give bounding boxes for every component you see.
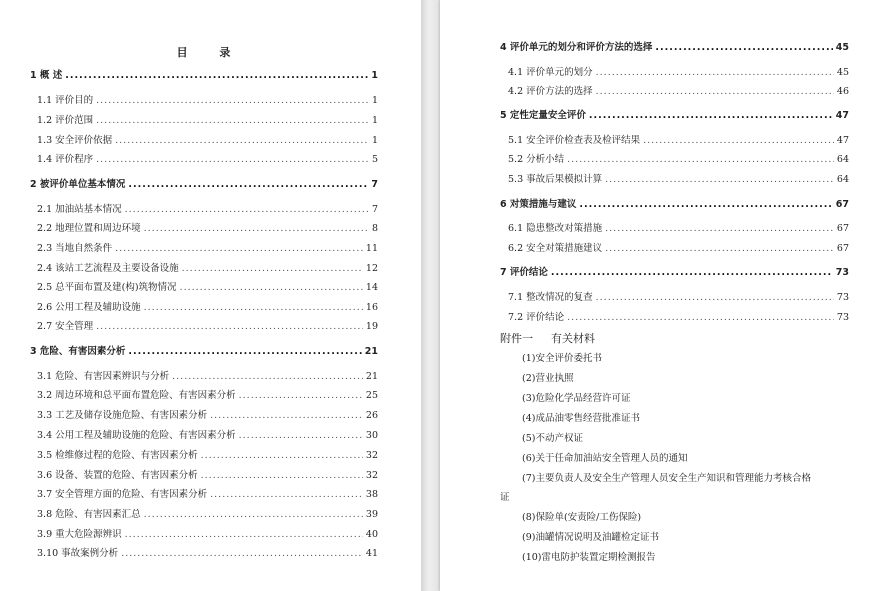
toc-entry-label: 3.2 周边环境和总平面布置危险、有害因素分析 <box>37 390 236 401</box>
toc-dot-leader <box>210 488 363 502</box>
toc-page-number: 21 <box>365 371 378 382</box>
toc-dot-leader <box>121 547 363 561</box>
toc-section-entry[interactable] <box>37 449 378 463</box>
toc-section-entry[interactable] <box>37 528 378 542</box>
toc-page-number: 67 <box>835 199 849 210</box>
toc-section-entry[interactable] <box>37 242 378 256</box>
toc-page-number: 47 <box>836 135 849 146</box>
toc-dot-leader <box>180 281 363 295</box>
toc-page-number: 26 <box>365 410 378 421</box>
toc-dot-leader <box>172 370 363 384</box>
appendix-title: 附件一 <box>500 332 533 345</box>
toc-entry-label: 1.3 安全评价依据 <box>37 135 113 146</box>
toc-page-number: 67 <box>836 243 849 254</box>
toc-page-number: 1 <box>371 70 378 81</box>
toc-entry-label: 2.4 该站工艺流程及主要设备设施 <box>37 263 179 274</box>
toc-dot-leader <box>596 85 834 99</box>
toc-dot-leader <box>201 469 363 483</box>
toc-page-number: 1 <box>371 95 378 106</box>
toc-entry-label: 3.6 设备、装置的危险、有害因素分析 <box>37 470 198 481</box>
toc-section-entry[interactable] <box>508 311 849 325</box>
toc-title: 目 录 <box>176 46 245 59</box>
toc-entry-label: 4.2 评价方法的选择 <box>508 86 593 97</box>
toc-chapter-entry[interactable] <box>30 178 378 192</box>
toc-section-entry[interactable] <box>37 389 378 403</box>
toc-page-number: 8 <box>371 223 378 234</box>
toc-entry-label: 3.3 工艺及储存设施危险、有害因素分析 <box>37 410 208 421</box>
toc-entry-label: 3.8 危险、有害因素汇总 <box>37 509 141 520</box>
toc-section-entry[interactable] <box>37 469 378 483</box>
toc-page-number: 32 <box>365 450 378 461</box>
toc-dot-leader <box>144 222 369 236</box>
toc-entry-label: 1 概 述 <box>30 70 63 81</box>
left-page <box>0 0 421 591</box>
toc-entry-label: 4 评价单元的划分和评价方法的选择 <box>500 42 653 53</box>
appendix-item[interactable]: (10)雷电防护装置定期检测报告 <box>522 552 656 563</box>
toc-page-number: 38 <box>365 489 378 500</box>
toc-section-entry[interactable] <box>37 134 378 148</box>
toc-entry-label: 3.7 安全管理方面的危险、有害因素分析 <box>37 489 208 500</box>
toc-dot-leader <box>128 178 368 192</box>
toc-page-number: 64 <box>836 174 849 185</box>
toc-entry-label: 7.2 评价结论 <box>508 312 565 323</box>
toc-dot-leader <box>115 242 363 256</box>
toc-dot-leader <box>144 301 363 315</box>
toc-page-number: 64 <box>836 154 849 165</box>
toc-section-entry[interactable] <box>508 134 849 148</box>
appendix-item[interactable]: (9)油罐情况说明及油罐检定证书 <box>522 532 659 543</box>
toc-page-number: 14 <box>365 282 378 293</box>
appendix-item[interactable]: (3)危险化学品经营许可证 <box>522 393 631 404</box>
toc-dot-leader <box>596 291 834 305</box>
toc-chapter-entry[interactable] <box>500 198 849 212</box>
toc-entry-label: 2 被评价单位基本情况 <box>30 179 126 190</box>
toc-page-number: 47 <box>835 110 849 121</box>
toc-dot-leader <box>239 429 363 443</box>
toc-entry-label: 3.5 检维修过程的危险、有害因素分析 <box>37 450 198 461</box>
toc-page-number: 39 <box>365 509 378 520</box>
toc-dot-leader <box>210 409 363 423</box>
toc-page-number: 25 <box>365 390 378 401</box>
toc-entry-label: 2.1 加油站基本情况 <box>37 204 122 215</box>
toc-dot-leader <box>605 222 834 236</box>
toc-page-number: 73 <box>835 267 849 278</box>
toc-entry-label: 6.2 安全对策措施建议 <box>508 243 603 254</box>
toc-entry-label: 2.3 当地自然条件 <box>37 243 113 254</box>
toc-dot-leader <box>125 203 369 217</box>
toc-page-number: 73 <box>836 292 849 303</box>
toc-entry-label: 5.2 分析小结 <box>508 154 565 165</box>
toc-dot-leader <box>589 109 833 123</box>
toc-page-number: 41 <box>365 548 378 559</box>
toc-dot-leader <box>125 528 363 542</box>
toc-dot-leader <box>115 134 369 148</box>
appendix-subtitle: 有关材料 <box>551 332 595 345</box>
toc-entry-label: 1.4 评价程序 <box>37 154 94 165</box>
toc-section-entry[interactable] <box>508 291 849 305</box>
toc-dot-leader <box>65 69 368 83</box>
toc-dot-leader <box>182 262 363 276</box>
toc-section-entry[interactable] <box>508 222 849 236</box>
toc-page-number: 45 <box>836 67 849 78</box>
toc-entry-label: 7.1 整改情况的复查 <box>508 292 593 303</box>
toc-dot-leader <box>643 134 834 148</box>
appendix-item[interactable]: (1)安全评价委托书 <box>522 353 602 364</box>
toc-chapter-entry[interactable] <box>30 345 378 359</box>
toc-section-entry[interactable] <box>508 85 849 99</box>
appendix-item[interactable]: (6)关于任命加油站安全管理人员的通知 <box>522 453 688 464</box>
toc-page-number: 1 <box>371 135 378 146</box>
toc-dot-leader <box>579 198 832 212</box>
toc-dot-leader <box>128 345 361 359</box>
toc-section-entry[interactable] <box>508 66 849 80</box>
toc-chapter-entry[interactable] <box>500 266 849 280</box>
toc-dot-leader <box>596 66 834 80</box>
toc-dot-leader <box>567 311 834 325</box>
toc-dot-leader <box>567 153 834 167</box>
toc-entry-label: 6 对策措施与建议 <box>500 199 577 210</box>
page-gutter <box>421 0 440 591</box>
toc-page-number: 11 <box>365 243 378 254</box>
toc-section-entry[interactable] <box>37 409 378 423</box>
appendix-item-continuation: 证 <box>500 492 510 503</box>
toc-entry-label: 5.1 安全评价检查表及检评结果 <box>508 135 641 146</box>
toc-page-number: 67 <box>836 223 849 234</box>
appendix-item[interactable]: (4)成品油零售经营批准证书 <box>522 413 640 424</box>
toc-section-entry[interactable] <box>508 153 849 167</box>
toc-page-number: 73 <box>836 312 849 323</box>
toc-chapter-entry[interactable] <box>30 69 378 83</box>
appendix-heading <box>500 332 595 346</box>
toc-page-number: 5 <box>371 154 378 165</box>
toc-page-number: 16 <box>365 302 378 313</box>
toc-section-entry[interactable] <box>37 153 378 167</box>
toc-chapter-entry[interactable] <box>500 41 849 55</box>
toc-section-entry[interactable] <box>37 281 378 295</box>
toc-dot-leader <box>605 242 834 256</box>
toc-section-entry[interactable] <box>37 301 378 315</box>
toc-page-number: 19 <box>365 321 378 332</box>
toc-dot-leader <box>96 94 369 108</box>
toc-page-number: 12 <box>365 263 378 274</box>
toc-page-number: 30 <box>365 430 378 441</box>
toc-entry-label: 3.10 事故案例分析 <box>37 548 119 559</box>
toc-entry-label: 5 定性定量安全评价 <box>500 110 586 121</box>
toc-section-entry[interactable] <box>37 488 378 502</box>
toc-dot-leader <box>96 114 369 128</box>
toc-page-number: 7 <box>371 204 378 215</box>
toc-entry-label: 4.1 评价单元的划分 <box>508 67 593 78</box>
toc-section-entry[interactable] <box>37 203 378 217</box>
toc-section-entry[interactable] <box>37 370 378 384</box>
toc-page-number: 1 <box>371 115 378 126</box>
toc-section-entry[interactable] <box>37 114 378 128</box>
toc-dot-leader <box>144 508 363 522</box>
toc-dot-leader <box>239 389 363 403</box>
toc-dot-leader <box>551 266 833 280</box>
appendix-item[interactable]: (7)主要负责人及安全生产管理人员安全生产知识和管理能力考核合格 <box>522 473 811 484</box>
toc-page-number: 45 <box>835 42 849 53</box>
toc-entry-label: 2.2 地理位置和周边环境 <box>37 223 141 234</box>
appendix-item[interactable]: (8)保险单(安责险/工伤保险) <box>522 512 642 523</box>
toc-page-number: 21 <box>364 346 378 357</box>
toc-section-entry[interactable] <box>37 222 378 236</box>
toc-entry-label: 1.1 评价目的 <box>37 95 94 106</box>
toc-entry-label: 3.1 危险、有害因素辨识与分析 <box>37 371 170 382</box>
toc-dot-leader <box>96 320 363 334</box>
appendix-item[interactable]: (5)不动产权证 <box>522 433 583 444</box>
toc-section-entry[interactable] <box>508 173 849 187</box>
toc-entry-label: 2.6 公用工程及辅助设施 <box>37 302 141 313</box>
toc-entry-label: 6.1 隐患整改对策措施 <box>508 223 603 234</box>
toc-dot-leader <box>655 41 832 55</box>
toc-section-entry[interactable] <box>37 94 378 108</box>
toc-dot-leader <box>201 449 363 463</box>
toc-page-number: 32 <box>365 470 378 481</box>
toc-entry-label: 3 危险、有害因素分析 <box>30 346 126 357</box>
toc-section-entry[interactable] <box>37 429 378 443</box>
toc-entry-label: 2.7 安全管理 <box>37 321 94 332</box>
toc-section-entry[interactable] <box>508 242 849 256</box>
toc-entry-label: 3.9 重大危险源辨识 <box>37 529 122 540</box>
toc-section-entry[interactable] <box>37 262 378 276</box>
toc-page-number: 40 <box>365 529 378 540</box>
toc-dot-leader <box>96 153 369 167</box>
toc-chapter-entry[interactable] <box>500 109 849 123</box>
toc-entry-label: 3.4 公用工程及辅助设施的危险、有害因素分析 <box>37 430 236 441</box>
appendix-item[interactable]: (2)营业执照 <box>522 373 574 384</box>
toc-section-entry[interactable] <box>37 547 378 561</box>
toc-entry-label: 2.5 总平面布置及建(构)筑物情况 <box>37 282 177 293</box>
toc-entry-label: 7 评价结论 <box>500 267 548 278</box>
toc-dot-leader <box>605 173 834 187</box>
toc-entry-label: 5.3 事故后果模拟计算 <box>508 174 603 185</box>
toc-section-entry[interactable] <box>37 320 378 334</box>
toc-page-number: 7 <box>371 179 378 190</box>
toc-page-number: 46 <box>836 86 849 97</box>
toc-section-entry[interactable] <box>37 508 378 522</box>
toc-entry-label: 1.2 评价范围 <box>37 115 94 126</box>
